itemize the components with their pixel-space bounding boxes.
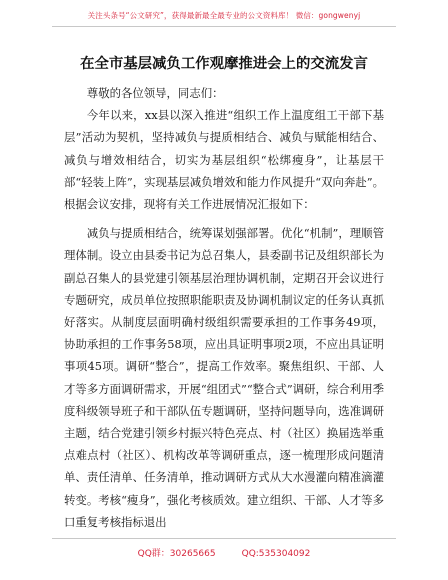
footer-qq: QQ:535304092 (241, 549, 311, 559)
footer-qq-group: QQ群：30265665 (137, 549, 216, 559)
header-divider (52, 26, 396, 27)
header-banner: 关注头条号“公文研究”，获得最新最全最专业的公文资料库！ 微信：gongwenyj (87, 11, 361, 20)
paragraph-section-1: 减负与提质相结合，统筹谋划强部署。优化“机制”，理顺管理体制。设立由县委书记为总召集人，县委副书记及组织部长为副总召集人的县党建引领基层治理协调机制，定期召开会议进行专题研究，成员单位按照职能职责及协调机制议定的任务认真抓好落实。从制度层面明确村级组织需要承担的工作事务49项，协助承担的工作事务58项，应出具证明事项2项，不应出具证明事项45项。调研“整合”，提高工作效率。聚焦组织、干部、人才等多方面调研需求，开展“组团式”“整合式”调研，综合利用季度科级领导班子和干部队伍专题调研，坚持问题导向，选准调研主题，结合党建引领乡村振兴特色亮点、村（社区）换届选举重点难点村（社区）、机构改革等调研重点，逐一梳理形成问题清单、责任清单、任务清单，推动调研方式从大水漫灌向精准滴灌转变。考核“瘦身”，强化考核质效。建立组织、干部、人才等多口重复考核指标退出 (64, 226, 384, 529)
salutation: 尊敬的各位领导，同志们： (86, 86, 224, 100)
footer (0, 546, 448, 559)
paragraph-intro: 今年以来，xx县以深入推进“组织工作上温度组工干部下基层”活动为契机，坚持减负与提质相结合、减负与赋能相结合、减负与增效相结合，切实为基层组织“松绑瘦身”，让基层干部“轻装上阵”，实现基层减负增效和能力作风提升“双向奔赴”。根据会议安排，现将有关工作进展情况汇报如下： (64, 108, 384, 212)
footer-divider (52, 538, 396, 539)
document-body (64, 82, 384, 540)
document-title: 在全市基层减负工作观摩推进会上的交流发言 (80, 56, 368, 72)
